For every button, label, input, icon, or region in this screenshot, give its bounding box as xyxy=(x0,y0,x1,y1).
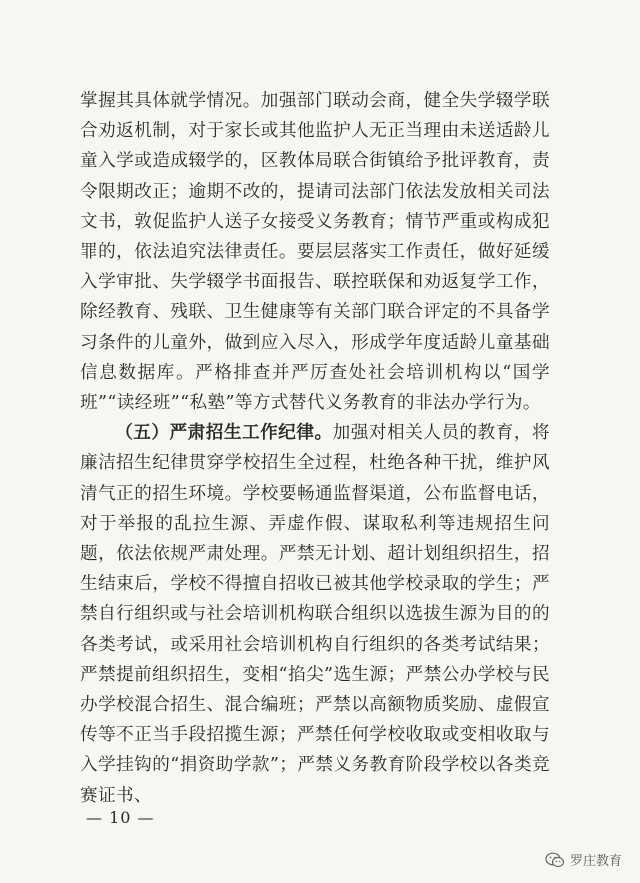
section-5-body: 加强对相关人员的教育，将廉洁招生纪律贯穿学校招生全过程，杜绝各种干扰，维护风清气正的招生环境。学校要畅通监督渠道，公布监督电话，对于举报的乱拉生源、弄虚作假、谋取私利等违规招生问题，依法依规严肃处理。严禁无计划、超计划组织招生，招生结束后，学校不得擅自招收已被其他学校录取的学生；严禁自行组织或与社会培训机构联合组织以选拔生源为目的的各类考试，或采用社会培训机构自行组织的各类考试结果；严禁提前组织招生，变相“掐尖”选生源；严禁公办学校与民办学校混合招生、混合编班；严禁以高额物质奖励、虚假宣传等不正当手段招揽生源；严禁任何学校收取或变相收取与入学挂钩的“捐资助学款”；严禁义务教育阶段学校以各类竞赛证书、 xyxy=(80,423,550,806)
page-number: — 10 — xyxy=(86,808,155,827)
section-5-heading: （五）严肃招生工作纪律。 xyxy=(115,423,333,444)
paragraph-section-5 xyxy=(80,418,550,811)
watermark xyxy=(545,850,622,869)
wechat-icon xyxy=(545,852,565,868)
document-body xyxy=(80,86,550,811)
watermark-label: 罗庄教育 xyxy=(569,854,622,869)
paragraph-enrollment-monitoring: 掌握其具体就学情况。加强部门联动会商，健全失学辍学联合劝返机制，对于家长或其他监护人无正当理由未送适龄儿童入学或造成辍学的，区教体局联合街镇给予批评教育，责令限期改正；逾期不改的，提请司法部门依法发放相关司法文书，敦促监护人送子女接受义务教育；情节严重或构成犯罪的，依法追究法律责任。要层层落实工作责任，做好延缓入学审批、失学辍学书面报告、联控联保和劝返复学工作，除经教育、残联、卫生健康等有关部门联合评定的不具备学习条件的儿童外，做到应入尽入，形成学年度适龄儿童基础信息数据库。严格排查并严厉查处社会培训机构以“国学班”“读经班”“私塾”等方式替代义务教育的非法办学行为。 xyxy=(80,91,550,414)
